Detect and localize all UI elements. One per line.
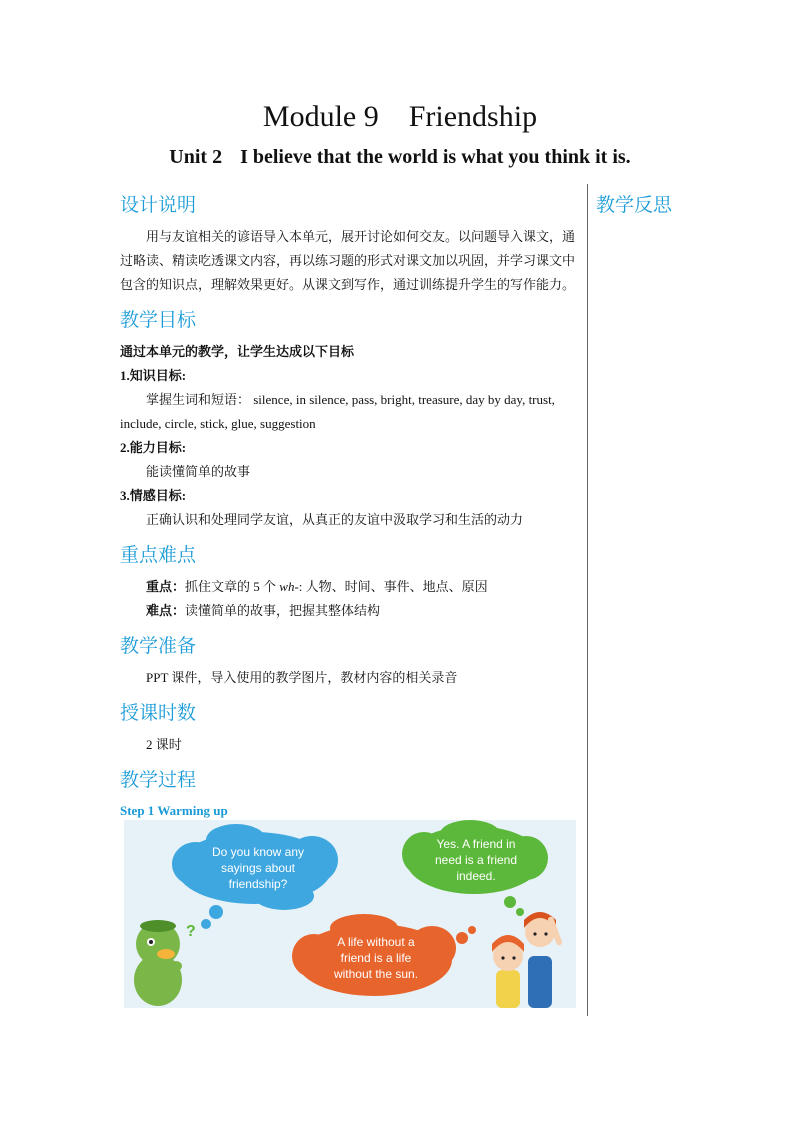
- key-point-wh: wh-: [279, 579, 299, 594]
- prep-text: PPT 课件，导入使用的教学图片，教材内容的相关录音: [146, 670, 458, 685]
- bubble-orange-line3: without the sun.: [333, 967, 419, 981]
- bubble-green-line1: Yes. A friend in: [436, 837, 516, 851]
- key-point-label: 重点：: [146, 579, 186, 594]
- hours-text: 2 课时: [146, 737, 182, 752]
- question-mark-icon: ?: [186, 923, 196, 940]
- unit-text: I believe that the world is what you think it is.: [240, 146, 631, 168]
- bubble-green-line2: need is a friend: [434, 853, 518, 867]
- key-points-heading: 重点难点: [120, 544, 197, 566]
- prep-heading: 教学准备: [120, 635, 197, 657]
- main-column: [120, 190, 582, 846]
- process-heading: 教学过程: [120, 769, 197, 791]
- difficulty-text: 读懂简单的故事，把握其整体结构: [185, 603, 381, 618]
- goals-intro: 通过本单元的教学，让学生达成以下目标: [120, 344, 355, 359]
- bubble-green-line3: indeed.: [456, 869, 496, 883]
- knowledge-text: 掌握生词和短语： silence, in silence, pass, bright, treasure, day by day, trust, include, circle, stick, glue, suggestion: [120, 392, 555, 431]
- key-point-text-b: : 人物、时间、事件、地点、原因: [298, 579, 488, 594]
- design-text: 用与友谊相关的谚语导入本单元，展开讨论如何交友。以问题导入课文，通过略读、精读吃透课文内容，再以练习题的形式对课文加以巩固，并学习课文中包含的知识点，理解效果更好。从课文到写作，通过训练提升学生的写作能力。: [120, 229, 576, 292]
- module-topic: Friendship: [408, 100, 538, 133]
- bubble-orange-line1: A life without a: [337, 935, 415, 949]
- speech-bubble-green: [402, 820, 548, 916]
- column-divider: [587, 184, 588, 1016]
- ability-text: 能读懂简单的故事: [146, 464, 251, 479]
- unit-title: [0, 146, 800, 169]
- key-point-text-a: 抓住文章的 5 个: [185, 579, 280, 594]
- bubble-blue-line2: sayings about: [220, 861, 296, 875]
- module-number: Module 9: [262, 100, 379, 133]
- key-point-line: [120, 575, 582, 599]
- bubble-orange-line2: friend is a life: [340, 951, 412, 965]
- step1-heading: Step 1 Warming up: [120, 803, 228, 818]
- hours-heading: 授课时数: [120, 702, 197, 724]
- emotion-label: 3.情感目标:: [120, 488, 187, 503]
- illustration-svg: [124, 820, 576, 1008]
- knowledge-label: 1.知识目标:: [120, 368, 187, 383]
- bubble-blue-line1: Do you know any: [211, 845, 305, 859]
- difficulty-line: [120, 599, 582, 623]
- kappa-mascot-icon: [134, 920, 182, 1006]
- difficulty-label: 难点：: [146, 603, 186, 618]
- friendship-illustration: [124, 820, 576, 1008]
- unit-number: Unit 2: [169, 146, 223, 168]
- goals-heading: 教学目标: [120, 309, 197, 331]
- ability-label: 2.能力目标:: [120, 440, 187, 455]
- reflection-heading: 教学反思: [596, 194, 673, 216]
- design-heading: 设计说明: [120, 194, 197, 216]
- page-title: [0, 100, 800, 134]
- bubble-blue-line3: friendship?: [228, 877, 288, 891]
- emotion-text: 正确认识和处理同学友谊，从真正的友谊中汲取学习和生活的动力: [146, 512, 524, 527]
- children-icon: [492, 912, 563, 1008]
